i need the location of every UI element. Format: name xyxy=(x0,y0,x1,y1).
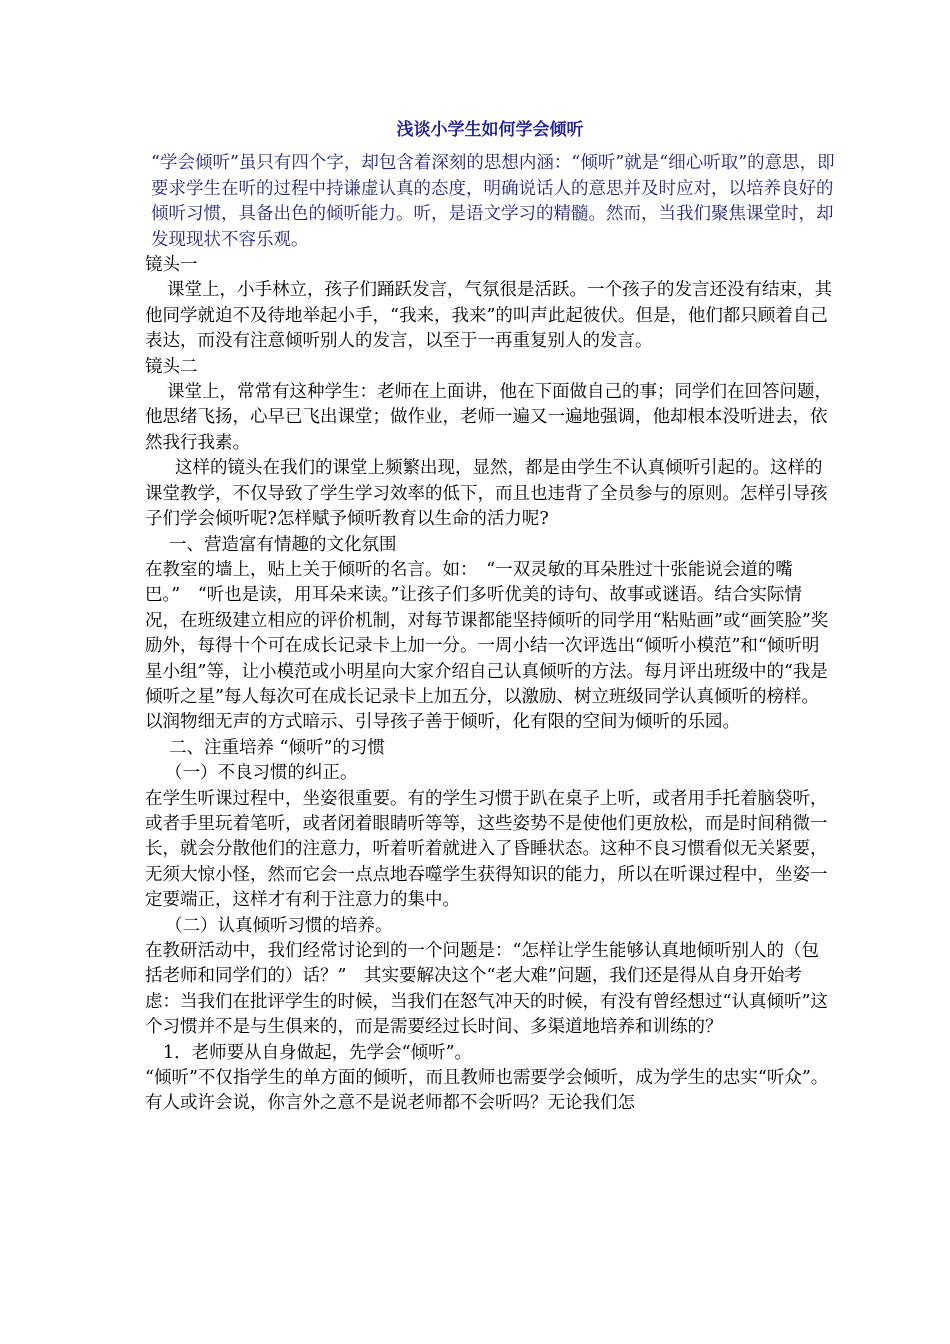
intro-paragraph: “学会倾听”虽只有四个字，却包含着深刻的思想内涵：“倾听”就是“细心听取”的意思，即要求学生在听的过程中持谦虚认真的态度，明确说话人的意思并及时应对，以培养良好的倾听习惯，具备出色的倾听能力。听，是语文学习的精髓。然而，当我们聚焦课堂时，却发现现状不容乐观。 xyxy=(151,153,835,250)
section-two-heading: 二、注重培养 “倾听”的习惯 xyxy=(169,737,385,758)
scene-two-paragraph: 课堂上，常常有这种学生：老师在上面讲，他在下面做自己的事；同学们在回答问题，他思绪飞扬，心早已飞出课堂；做作业，老师一遍又一遍地强调，他却根本没听进去，依然我行我素。 xyxy=(145,382,832,453)
scene-one-paragraph: 课堂上，小手林立，孩子们踊跃发言，气氛很是活跃。一个孩子的发言还没有结束，其他同学就迫不及待地举起小手，“我来，我来”的叫声此起彼伏。但是，他们都只顾着自己表达，而没有注意倾听别人的发言，以至于一再重复别人的发言。 xyxy=(145,280,832,352)
scene-two-heading: 镜头二 xyxy=(145,356,198,377)
subsection-two-paragraph: 在教研活动中，我们经常讨论到的一个问题是：“怎样让学生能够认真地倾听别人的（包括老师和同学们的）话？” 其实要解决这个“老大难”问题，我们还是得从自身开始考虑：当我们在批评学生的时候，当我们在怒气冲天的时候，有没有曾经想过“认真倾听”这个习惯并不是与生俱来的，而是需要经过长时间、多渠道地培养和训练的？ xyxy=(145,941,828,1038)
subsection-two-heading: （二）认真倾听习惯的培养。 xyxy=(165,915,393,936)
subsection-one-paragraph: 在学生听课过程中，坐姿很重要。有的学生习惯于趴在桌子上听，或者用手托着脑袋听，或者手里玩着笔听，或者闭着眼睛听等等，这些姿势不是使他们更放松，而是时间稍微一长，就会分散他们的注意力，听着听着就进入了昏睡状态。这种不良习惯看似无关紧要，无须大惊小怪，然而它会一点点地吞噬学生获得知识的能力，所以在听课过程中，坐姿一定要端正，这样才有利于注意力的集中。 xyxy=(145,788,828,911)
subsection-one-heading: （一）不良习惯的纠正。 xyxy=(165,763,358,784)
scene-one-heading: 镜头一 xyxy=(145,255,198,276)
section-one-heading: 一、营造富有情趣的文化氛围 xyxy=(169,534,397,555)
point-one-paragraph: “倾听”不仅指学生的单方面的倾听，而且教师也需要学会倾听，成为学生的忠实“听众”。有人或许会说，你言外之意不是说老师都不会听吗？无论我们怎 xyxy=(145,1068,829,1114)
transition-paragraph: 这样的镜头在我们的课堂上频繁出现，显然，都是由学生不认真倾听引起的。这样的课堂教学，不仅导致了学生学习效率的低下，而且也违背了全员参与的原则。怎样引导孩子们学会倾听呢?怎样赋予倾听教育以生命的活力呢? xyxy=(145,458,828,530)
document-title: 浅谈小学生如何学会倾听 xyxy=(396,120,584,140)
section-one-paragraph: 在教室的墙上，贴上关于倾听的名言。如： “一双灵敏的耳朵胜过十张能说会道的嘴巴。” “听也是读，用耳朵来读。”让孩子们多听优美的诗句、故事或谜语。结合实际情况，在班级建立相应的评价机制，对每节课都能坚持倾听的同学用“粘贴画”或“画笑脸”奖励外，每得十个可在成长记录卡上加一分。一周小结一次评选出“倾听小模范”和“倾听明星小组”等，让小模范或小明星向大家介绍自己认真倾听的方法。每月评出班级中的“我是倾听之星”每人每次可在成长记录卡上加五分，以激励、树立班级同学认真倾听的榜样。以润物细无声的方式暗示、引导孩子善于倾听，化有限的空间为倾听的乐园。 xyxy=(145,559,829,733)
document-page xyxy=(145,118,835,1117)
point-one-heading: 1．老师要从自身做起，先学会“倾听”。 xyxy=(163,1042,473,1063)
